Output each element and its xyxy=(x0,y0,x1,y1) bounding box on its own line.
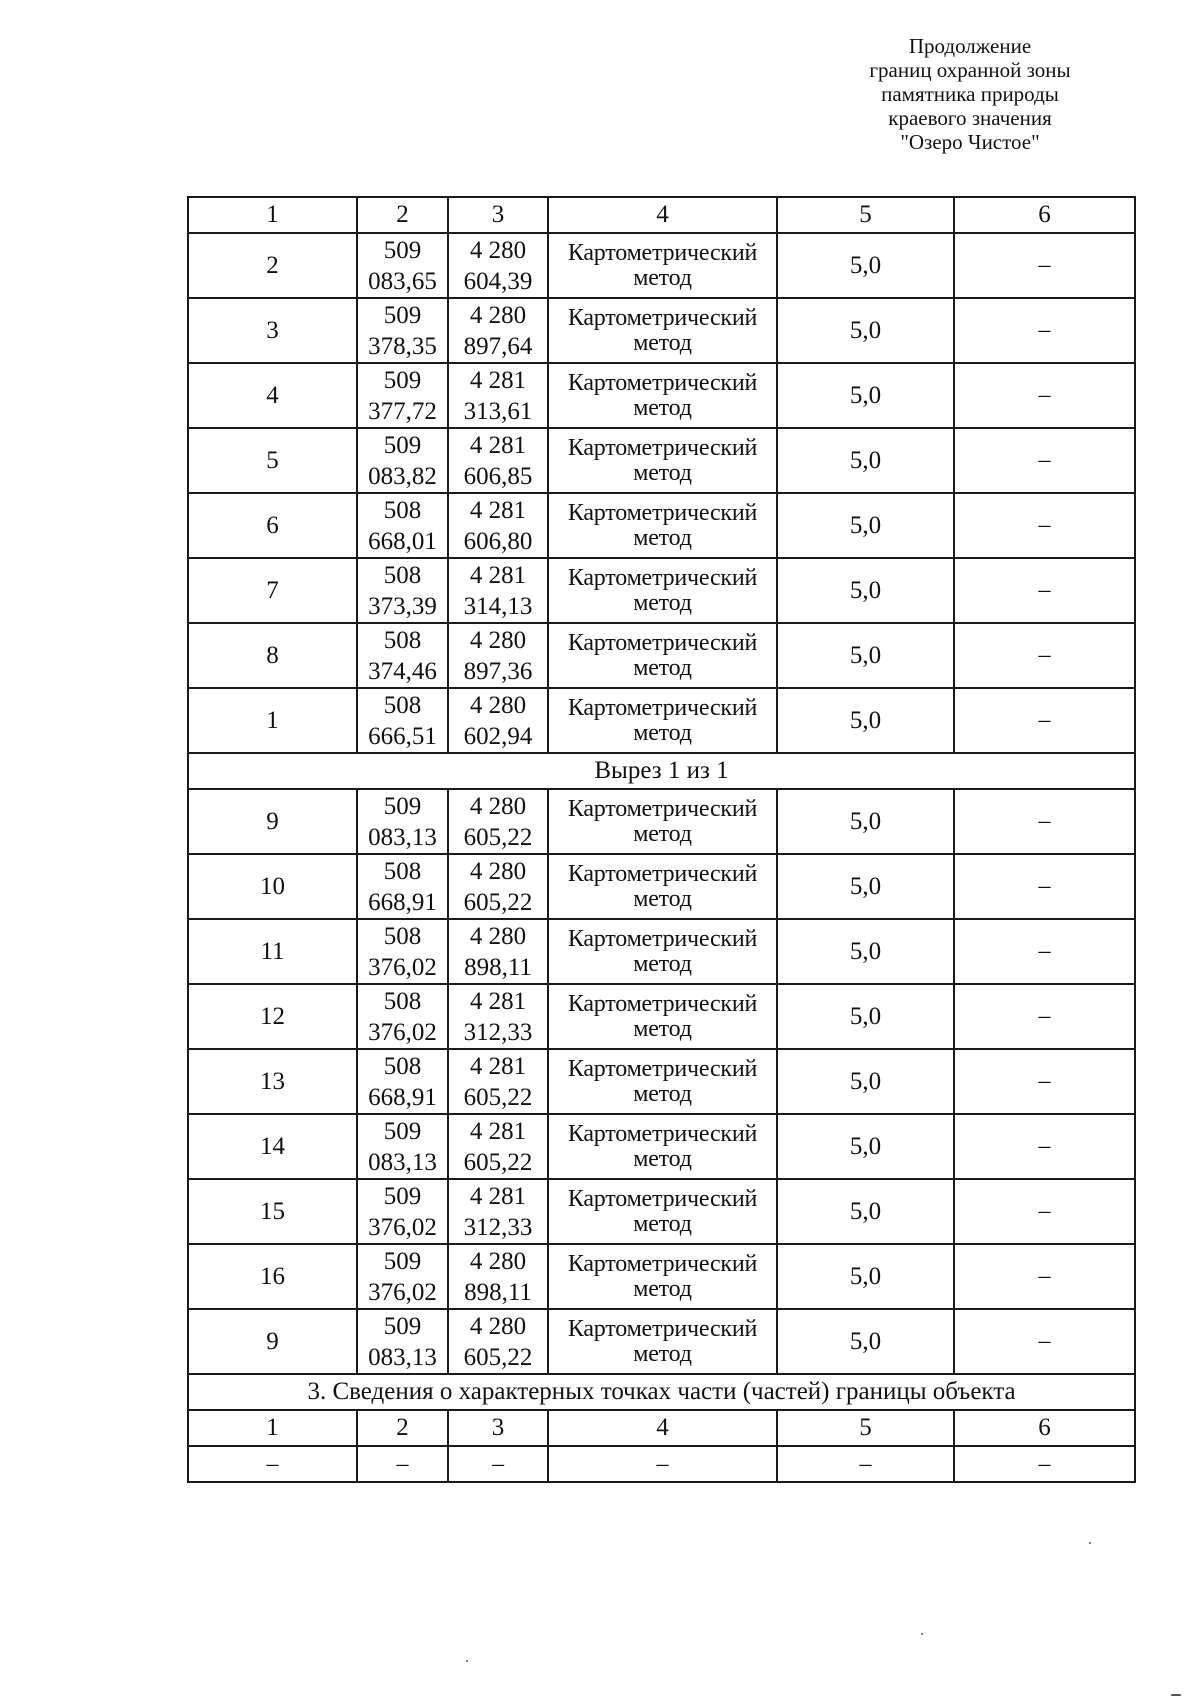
method-cell xyxy=(548,493,777,558)
coord-x-line: 508 xyxy=(383,691,422,719)
method-line: Картометрический xyxy=(567,1185,758,1212)
method-line: метод xyxy=(633,459,692,486)
coord-x-line: 509 xyxy=(383,1247,422,1275)
accuracy-cell: 5,0 xyxy=(777,298,954,363)
coord-x-line: 083,13 xyxy=(368,1148,437,1176)
table-row xyxy=(188,1244,1135,1309)
method-line: метод xyxy=(633,264,692,291)
coord-x-line: 508 xyxy=(383,561,422,589)
description-cell: – xyxy=(954,688,1135,753)
empty-value-cell: – xyxy=(548,1446,777,1482)
coord-y-cell xyxy=(448,558,548,623)
table-row xyxy=(188,363,1135,428)
method-cell xyxy=(548,919,777,984)
method-line: Картометрический xyxy=(567,564,758,591)
coord-x-cell xyxy=(357,493,448,558)
coord-y-line: 4 281 xyxy=(469,1117,527,1145)
coord-y-line: 4 280 xyxy=(469,301,527,329)
coord-y-line: 898,11 xyxy=(464,1278,532,1306)
coord-x-line: 083,82 xyxy=(368,462,437,490)
continuation-header xyxy=(820,34,1120,154)
method-line: Картометрический xyxy=(567,239,758,266)
method-line: Картометрический xyxy=(567,1315,758,1342)
table-row xyxy=(188,558,1135,623)
coord-x-line: 668,91 xyxy=(368,1083,437,1111)
table-row xyxy=(188,1049,1135,1114)
coord-y-line: 4 281 xyxy=(469,1182,527,1210)
column-number-cell: 1 xyxy=(188,1410,357,1446)
coord-y-line: 602,94 xyxy=(463,722,533,750)
coord-y-line: 897,36 xyxy=(463,657,533,685)
coord-y-cell xyxy=(448,984,548,1049)
column-number-cell: 4 xyxy=(548,197,777,233)
method-line: Картометрический xyxy=(567,990,758,1017)
method-line: Картометрический xyxy=(567,795,758,822)
description-cell: – xyxy=(954,493,1135,558)
point-number-cell: 11 xyxy=(188,919,357,984)
method-line: Картометрический xyxy=(567,629,758,656)
point-number-cell: 4 xyxy=(188,363,357,428)
method-line: Картометрический xyxy=(567,925,758,952)
table-row xyxy=(188,1114,1135,1179)
coord-y-line: 4 280 xyxy=(469,626,527,654)
coord-x-cell xyxy=(357,1244,448,1309)
description-cell: – xyxy=(954,1244,1135,1309)
coord-x-line: 509 xyxy=(383,431,422,459)
coord-y-line: 312,33 xyxy=(463,1018,533,1046)
table-row xyxy=(188,298,1135,363)
coord-x-line: 509 xyxy=(383,1312,422,1340)
coord-y-line: 606,80 xyxy=(463,527,533,555)
empty-value-cell: – xyxy=(777,1446,954,1482)
method-line: метод xyxy=(633,394,692,421)
method-line: метод xyxy=(633,1340,692,1367)
accuracy-cell: 5,0 xyxy=(777,623,954,688)
boundary-points-table xyxy=(187,196,1136,1483)
method-line: Картометрический xyxy=(567,304,758,331)
scan-speck xyxy=(1089,1542,1091,1544)
coord-x-cell xyxy=(357,919,448,984)
coord-y-cell xyxy=(448,623,548,688)
header-line: памятника природы xyxy=(881,82,1059,106)
cutout-title-row xyxy=(188,753,1135,789)
point-number-cell: 15 xyxy=(188,1179,357,1244)
accuracy-cell: 5,0 xyxy=(777,1244,954,1309)
point-number-cell: 1 xyxy=(188,688,357,753)
column-number-cell: 3 xyxy=(448,1410,548,1446)
description-cell: – xyxy=(954,1309,1135,1374)
column-number-cell: 6 xyxy=(954,197,1135,233)
method-line: метод xyxy=(633,329,692,356)
method-line: метод xyxy=(633,820,692,847)
coord-y-line: 605,22 xyxy=(463,1343,533,1371)
coord-y-line: 604,39 xyxy=(463,267,533,295)
table-body xyxy=(188,197,1135,1482)
empty-value-cell: – xyxy=(357,1446,448,1482)
column-number-cell: 2 xyxy=(357,1410,448,1446)
coord-x-line: 508 xyxy=(383,1052,422,1080)
coord-x-line: 083,13 xyxy=(368,823,437,851)
accuracy-cell: 5,0 xyxy=(777,789,954,854)
header-line: границ охранной зоны xyxy=(869,58,1071,82)
coord-x-line: 509 xyxy=(383,366,422,394)
accuracy-cell: 5,0 xyxy=(777,688,954,753)
coord-y-line: 4 280 xyxy=(469,236,527,264)
coord-y-cell xyxy=(448,428,548,493)
description-cell: – xyxy=(954,1114,1135,1179)
description-cell: – xyxy=(954,789,1135,854)
description-cell: – xyxy=(954,1179,1135,1244)
accuracy-cell: 5,0 xyxy=(777,428,954,493)
method-line: Картометрический xyxy=(567,434,758,461)
column-number-cell: 4 xyxy=(548,1410,777,1446)
point-number-cell: 10 xyxy=(188,854,357,919)
table-row xyxy=(188,233,1135,298)
coord-x-cell xyxy=(357,623,448,688)
coord-x-cell xyxy=(357,1049,448,1114)
method-cell xyxy=(548,1309,777,1374)
empty-value-cell: – xyxy=(954,1446,1135,1482)
method-cell xyxy=(548,558,777,623)
coord-y-line: 605,22 xyxy=(463,823,533,851)
method-cell xyxy=(548,1244,777,1309)
coord-x-line: 509 xyxy=(383,301,422,329)
accuracy-cell: 5,0 xyxy=(777,854,954,919)
accuracy-cell: 5,0 xyxy=(777,919,954,984)
coord-x-cell xyxy=(357,428,448,493)
point-number-cell: 14 xyxy=(188,1114,357,1179)
column-number-cell: 5 xyxy=(777,1410,954,1446)
header-line: "Озеро Чистое" xyxy=(900,130,1040,154)
coord-y-line: 4 281 xyxy=(469,431,527,459)
method-cell xyxy=(548,363,777,428)
coord-x-line: 509 xyxy=(383,1117,422,1145)
coord-y-line: 4 281 xyxy=(469,1052,527,1080)
point-number-cell: 2 xyxy=(188,233,357,298)
coord-y-cell xyxy=(448,363,548,428)
method-cell xyxy=(548,688,777,753)
scan-speck xyxy=(466,1660,468,1662)
table-row xyxy=(188,1179,1135,1244)
coord-x-line: 376,02 xyxy=(368,1018,437,1046)
coord-x-line: 508 xyxy=(383,857,422,885)
coord-y-cell xyxy=(448,493,548,558)
table-row xyxy=(188,493,1135,558)
scan-speck xyxy=(921,1633,923,1635)
coord-x-line: 083,65 xyxy=(368,267,437,295)
coord-y-line: 314,13 xyxy=(463,592,533,620)
coord-x-line: 508 xyxy=(383,987,422,1015)
coord-y-line: 606,85 xyxy=(463,462,533,490)
accuracy-cell: 5,0 xyxy=(777,493,954,558)
method-cell xyxy=(548,854,777,919)
method-line: метод xyxy=(633,950,692,977)
coord-x-line: 668,01 xyxy=(368,527,437,555)
coord-x-line: 508 xyxy=(383,626,422,654)
coord-x-cell xyxy=(357,233,448,298)
coord-x-line: 376,02 xyxy=(368,1278,437,1306)
method-cell xyxy=(548,233,777,298)
coord-x-line: 668,91 xyxy=(368,888,437,916)
method-line: Картометрический xyxy=(567,1120,758,1147)
method-line: метод xyxy=(633,654,692,681)
coord-x-line: 377,72 xyxy=(368,397,437,425)
method-cell xyxy=(548,428,777,493)
method-line: Картометрический xyxy=(567,1055,758,1082)
table-row xyxy=(188,1309,1135,1374)
coord-x-cell xyxy=(357,1114,448,1179)
method-line: метод xyxy=(633,719,692,746)
scan-speck xyxy=(1171,1694,1181,1696)
point-number-cell: 12 xyxy=(188,984,357,1049)
column-number-row xyxy=(188,1410,1135,1446)
description-cell: – xyxy=(954,428,1135,493)
coord-x-line: 373,39 xyxy=(368,592,437,620)
coord-y-cell xyxy=(448,919,548,984)
method-line: метод xyxy=(633,1015,692,1042)
header-line: краевого значения xyxy=(888,106,1052,130)
description-cell: – xyxy=(954,854,1135,919)
method-cell xyxy=(548,623,777,688)
table-row xyxy=(188,789,1135,854)
point-number-cell: 3 xyxy=(188,298,357,363)
description-cell: – xyxy=(954,1049,1135,1114)
coord-y-cell xyxy=(448,1309,548,1374)
column-number-row xyxy=(188,197,1135,233)
coord-y-cell xyxy=(448,1244,548,1309)
method-cell xyxy=(548,1049,777,1114)
coord-y-line: 4 281 xyxy=(469,366,527,394)
coord-x-line: 509 xyxy=(383,1182,422,1210)
accuracy-cell: 5,0 xyxy=(777,558,954,623)
section-3-empty-row xyxy=(188,1446,1135,1482)
method-line: метод xyxy=(633,1275,692,1302)
coord-y-line: 605,22 xyxy=(463,1083,533,1111)
coord-y-line: 898,11 xyxy=(464,953,532,981)
coord-y-line: 4 280 xyxy=(469,792,527,820)
method-line: Картометрический xyxy=(567,1250,758,1277)
table-row xyxy=(188,623,1135,688)
description-cell: – xyxy=(954,984,1135,1049)
empty-value-cell: – xyxy=(188,1446,357,1482)
accuracy-cell: 5,0 xyxy=(777,233,954,298)
point-number-cell: 9 xyxy=(188,789,357,854)
description-cell: – xyxy=(954,298,1135,363)
point-number-cell: 7 xyxy=(188,558,357,623)
coord-x-line: 509 xyxy=(383,792,422,820)
method-line: метод xyxy=(633,1145,692,1172)
description-cell: – xyxy=(954,363,1135,428)
coord-y-line: 4 280 xyxy=(469,1247,527,1275)
coord-x-line: 378,35 xyxy=(368,332,437,360)
coord-y-line: 312,33 xyxy=(463,1213,533,1241)
coord-y-cell xyxy=(448,854,548,919)
coord-x-line: 083,13 xyxy=(368,1343,437,1371)
coord-x-cell xyxy=(357,1179,448,1244)
accuracy-cell: 5,0 xyxy=(777,984,954,1049)
coord-x-line: 508 xyxy=(383,922,422,950)
coord-x-cell xyxy=(357,363,448,428)
point-number-cell: 8 xyxy=(188,623,357,688)
column-number-cell: 2 xyxy=(357,197,448,233)
table-row xyxy=(188,919,1135,984)
coord-x-cell xyxy=(357,1309,448,1374)
method-cell xyxy=(548,789,777,854)
table-row xyxy=(188,688,1135,753)
column-number-cell: 1 xyxy=(188,197,357,233)
description-cell: – xyxy=(954,233,1135,298)
coord-y-cell xyxy=(448,298,548,363)
description-cell: – xyxy=(954,623,1135,688)
coord-y-line: 605,22 xyxy=(463,888,533,916)
coord-y-line: 4 281 xyxy=(469,987,527,1015)
coord-y-cell xyxy=(448,1114,548,1179)
point-number-cell: 6 xyxy=(188,493,357,558)
coord-y-line: 4 281 xyxy=(469,561,527,589)
coord-x-line: 374,46 xyxy=(368,657,437,685)
coord-y-cell xyxy=(448,1049,548,1114)
coord-y-line: 4 280 xyxy=(469,922,527,950)
method-line: метод xyxy=(633,1080,692,1107)
coord-y-line: 313,61 xyxy=(463,397,533,425)
empty-value-cell: – xyxy=(448,1446,548,1482)
accuracy-cell: 5,0 xyxy=(777,1309,954,1374)
coord-x-cell xyxy=(357,298,448,363)
method-line: Картометрический xyxy=(567,499,758,526)
coord-x-line: 376,02 xyxy=(368,953,437,981)
accuracy-cell: 5,0 xyxy=(777,1114,954,1179)
method-line: метод xyxy=(633,589,692,616)
accuracy-cell: 5,0 xyxy=(777,363,954,428)
method-cell xyxy=(548,1179,777,1244)
coord-y-cell xyxy=(448,1179,548,1244)
method-line: метод xyxy=(633,885,692,912)
coord-y-line: 4 280 xyxy=(469,1312,527,1340)
accuracy-cell: 5,0 xyxy=(777,1179,954,1244)
coord-y-line: 4 280 xyxy=(469,857,527,885)
coord-x-cell xyxy=(357,558,448,623)
table-row xyxy=(188,984,1135,1049)
coord-y-cell xyxy=(448,688,548,753)
method-line: Картометрический xyxy=(567,369,758,396)
coord-y-cell xyxy=(448,789,548,854)
coord-y-line: 897,64 xyxy=(463,332,533,360)
table-row xyxy=(188,428,1135,493)
section-3-title-row xyxy=(188,1374,1135,1410)
cutout-title: Вырез 1 из 1 xyxy=(188,753,1135,789)
coord-x-line: 509 xyxy=(383,236,422,264)
method-line: Картометрический xyxy=(567,694,758,721)
coord-x-cell xyxy=(357,854,448,919)
method-cell xyxy=(548,984,777,1049)
method-line: Картометрический xyxy=(567,860,758,887)
coord-x-cell xyxy=(357,688,448,753)
point-number-cell: 5 xyxy=(188,428,357,493)
header-line: Продолжение xyxy=(908,34,1032,58)
table-row xyxy=(188,854,1135,919)
point-number-cell: 9 xyxy=(188,1309,357,1374)
accuracy-cell: 5,0 xyxy=(777,1049,954,1114)
point-number-cell: 13 xyxy=(188,1049,357,1114)
coord-y-line: 4 281 xyxy=(469,496,527,524)
column-number-cell: 3 xyxy=(448,197,548,233)
point-number-cell: 16 xyxy=(188,1244,357,1309)
method-line: метод xyxy=(633,524,692,551)
column-number-cell: 5 xyxy=(777,197,954,233)
coord-x-line: 376,02 xyxy=(368,1213,437,1241)
coord-x-line: 508 xyxy=(383,496,422,524)
coord-x-cell xyxy=(357,984,448,1049)
coord-y-line: 605,22 xyxy=(463,1148,533,1176)
description-cell: – xyxy=(954,919,1135,984)
section-3-title: 3. Сведения о характерных точках части (частей) границы объекта xyxy=(188,1374,1135,1410)
column-number-cell: 6 xyxy=(954,1410,1135,1446)
method-line: метод xyxy=(633,1210,692,1237)
method-cell xyxy=(548,1114,777,1179)
coord-y-cell xyxy=(448,233,548,298)
description-cell: – xyxy=(954,558,1135,623)
coord-x-cell xyxy=(357,789,448,854)
coord-y-line: 4 280 xyxy=(469,691,527,719)
method-cell xyxy=(548,298,777,363)
coord-x-line: 666,51 xyxy=(368,722,437,750)
